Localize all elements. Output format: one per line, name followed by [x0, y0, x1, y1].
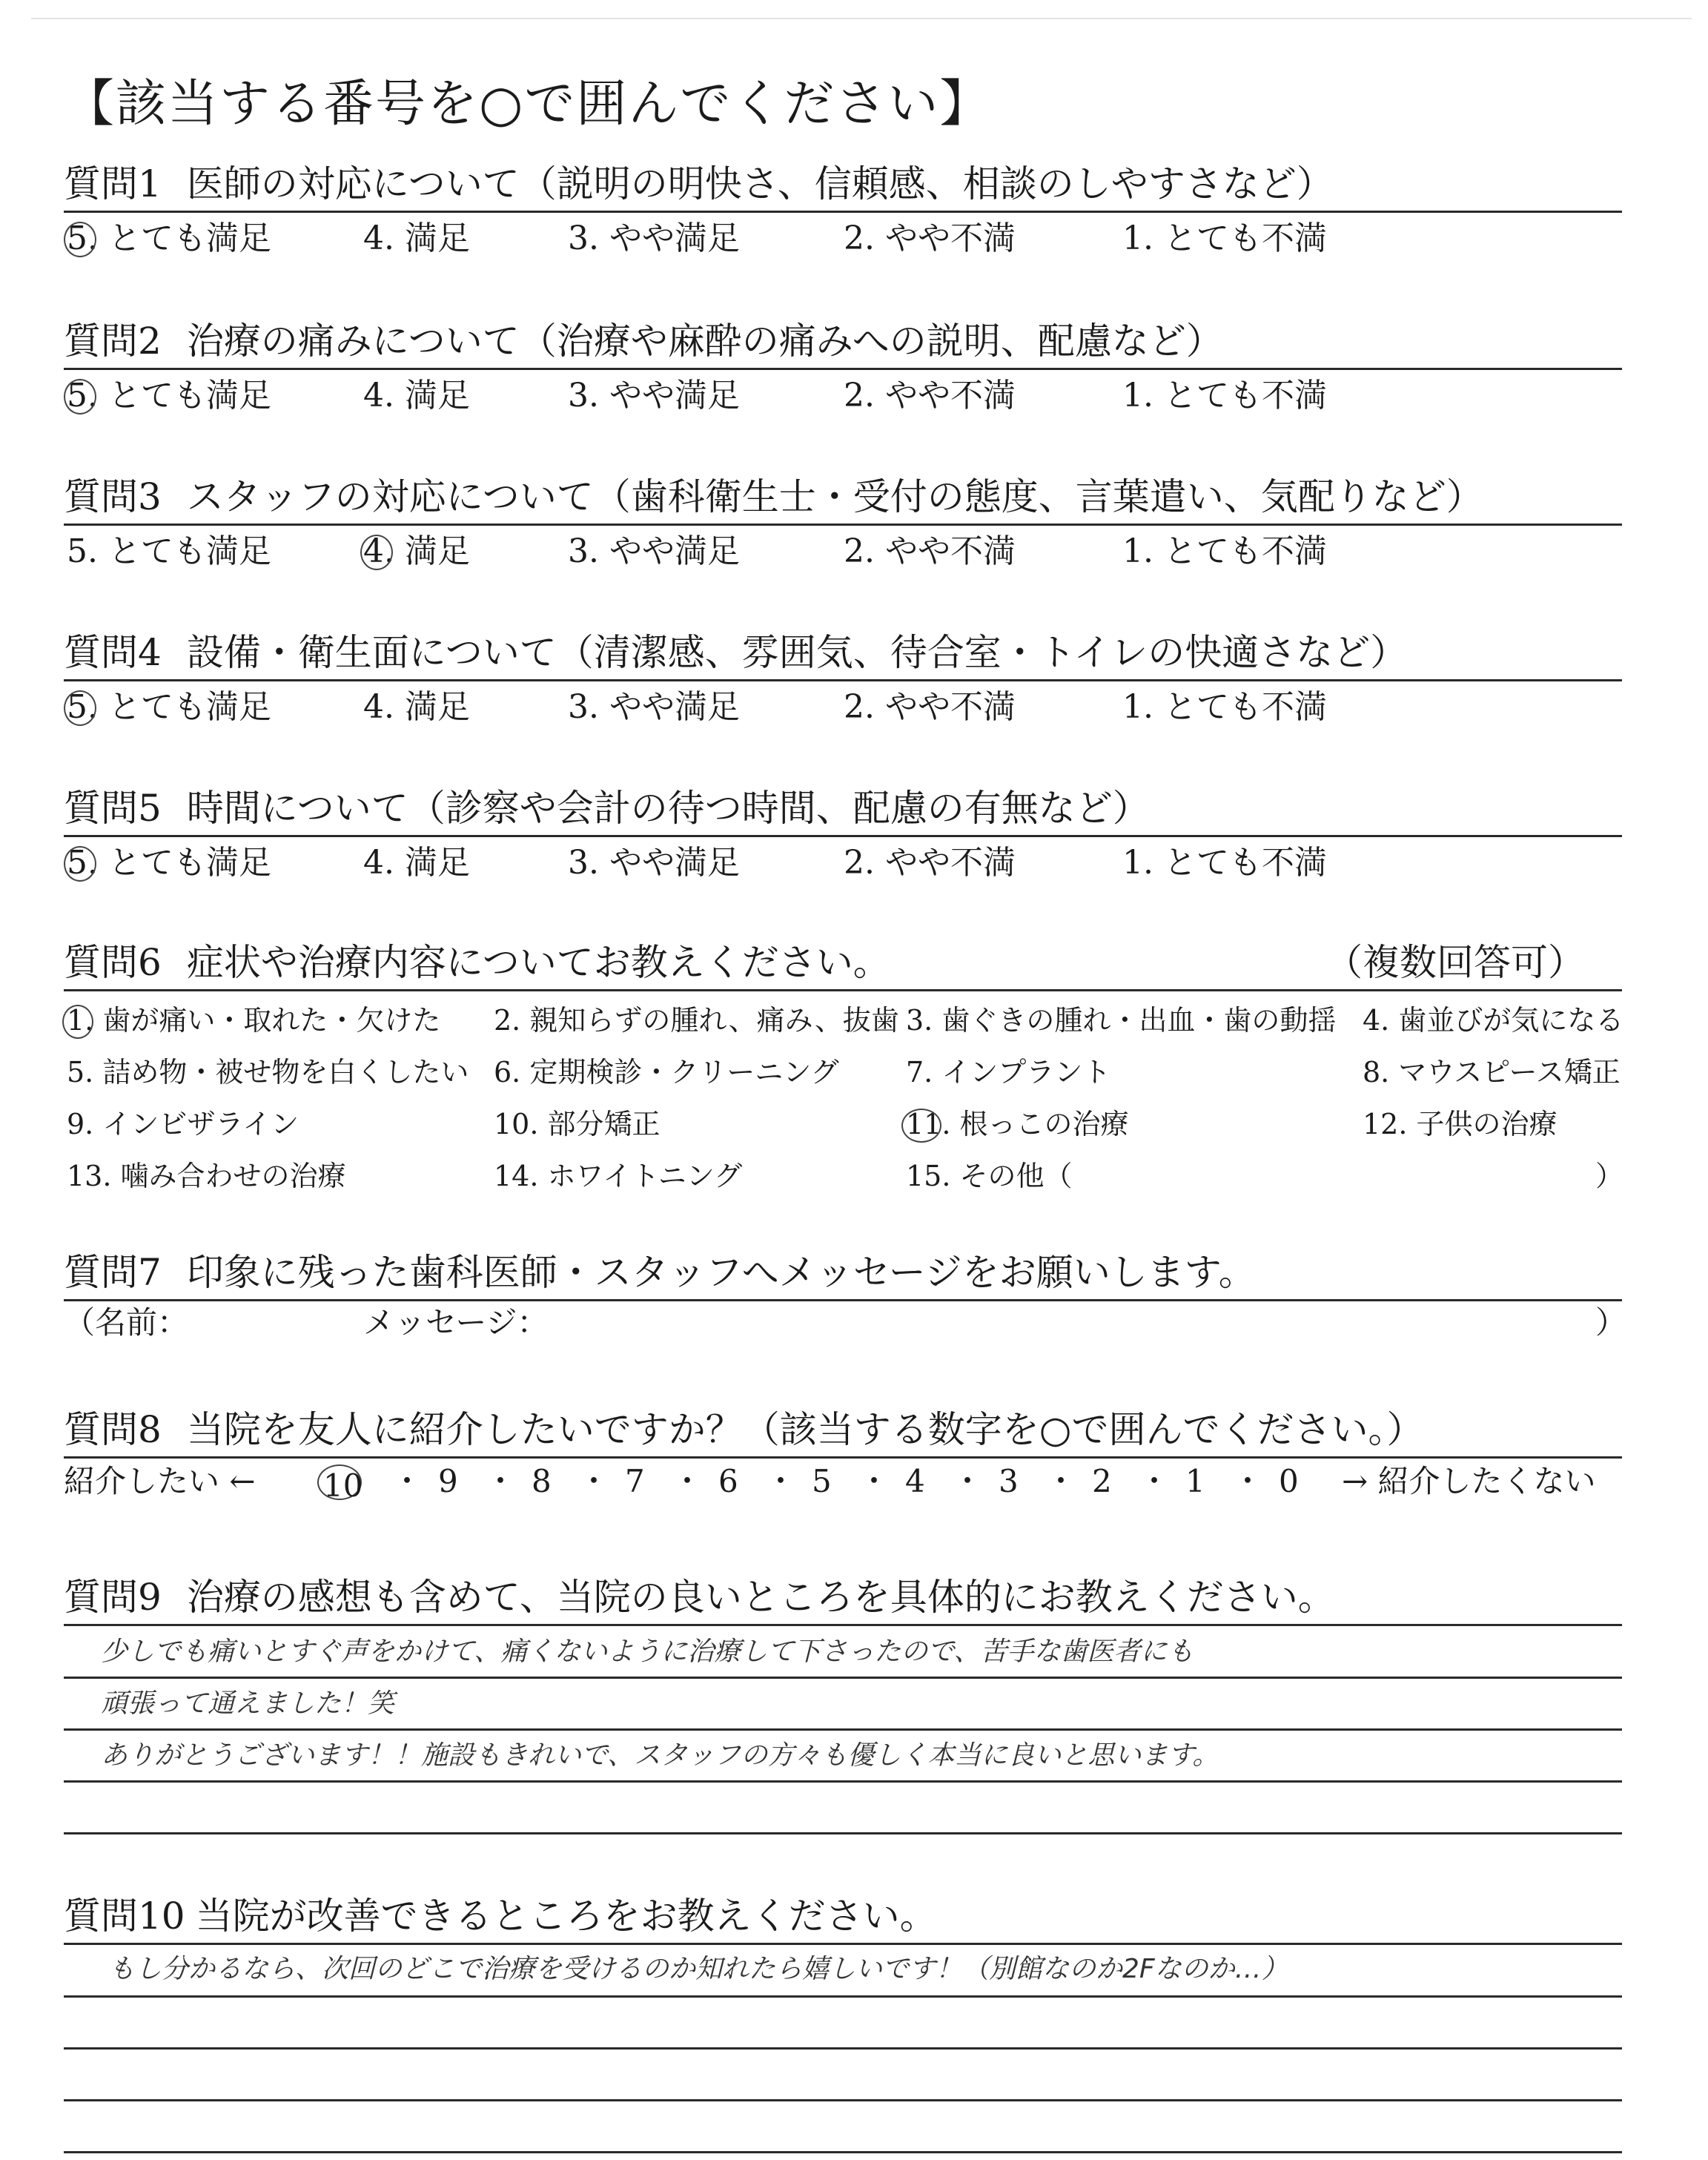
treatment-option-8[interactable]: 8. マウスピース矯正 [1363, 1056, 1621, 1089]
question-label: 質問2 [64, 320, 162, 363]
scale-option-3[interactable]: 3 [999, 1463, 1019, 1499]
scale-option-0[interactable]: 0 [1279, 1463, 1299, 1499]
scale-dot: ・ [952, 1463, 984, 1499]
selection-circle [64, 379, 96, 415]
question-2 [64, 314, 1622, 422]
question-title [64, 470, 1622, 524]
rating-options [64, 526, 1622, 578]
rating-options [64, 681, 1622, 733]
selection-circle [64, 690, 96, 726]
option-4[interactable]: 4. 満足 [363, 844, 470, 882]
option-3[interactable]: 3. やや満足 [568, 688, 740, 726]
question-label: 質問1 [64, 162, 162, 205]
treatment-option-13[interactable]: 13. 噛み合わせの治療 [67, 1160, 346, 1192]
question-text: 症状や治療内容についてお教えください。 [186, 941, 890, 984]
treatment-option-6[interactable]: 6. 定期検診・クリーニング [494, 1056, 839, 1089]
option-4[interactable]: 4. 満足 [363, 377, 470, 415]
option-5[interactable]: 5. とても満足 [67, 377, 271, 415]
question-title [64, 1246, 1622, 1299]
option-5[interactable]: 5. とても満足 [67, 220, 271, 257]
treatment-option-7[interactable]: 7. インプラント [906, 1056, 1111, 1089]
question-text: 時間について（診察や会計の待つ時間、配慮の有無など） [186, 787, 1150, 830]
question-title [64, 936, 1622, 989]
answer-rule [64, 1728, 1622, 1731]
answer-rule [64, 1995, 1622, 1998]
scale-option-2[interactable]: 2 [1092, 1463, 1112, 1499]
treatment-option-11[interactable]: 11. 根っこの治療 [906, 1106, 1129, 1143]
message-row[interactable] [64, 1301, 1627, 1346]
question-label: 質問9 [64, 1576, 162, 1619]
selection-circle [64, 846, 96, 882]
treatment-option-9[interactable]: 9. インビザライン [67, 1108, 299, 1140]
question-9 [64, 1571, 1622, 1771]
question-title [64, 626, 1622, 679]
scale-dot: ・ [672, 1463, 704, 1499]
answer-rule [64, 1780, 1622, 1783]
option-3[interactable]: 3. やや満足 [568, 844, 740, 882]
option-2[interactable]: 2. やや不満 [844, 532, 1016, 570]
option-1[interactable]: 1. とても不満 [1122, 532, 1327, 570]
question-title [64, 157, 1622, 211]
answer-rule [64, 2047, 1622, 2050]
handwritten-answer-line: 少しでも痛いとすぐ声をかけて、痛くないように治療して下さったので、苦手な歯医者にも [101, 1636, 1194, 1667]
treatment-option-15[interactable]: 15. その他（ [906, 1160, 1073, 1192]
top-divider [31, 18, 1692, 19]
option-2[interactable]: 2. やや不満 [844, 688, 1016, 726]
question-5 [64, 782, 1622, 889]
question-title [64, 314, 1622, 368]
option-4[interactable]: 4. 満足 [363, 688, 470, 726]
scale-option-5[interactable]: 5 [812, 1463, 832, 1499]
scale-dot: ・ [391, 1463, 423, 1499]
rating-options [64, 213, 1622, 265]
question-3 [64, 470, 1622, 578]
option-4[interactable]: 4. 満足 [363, 533, 470, 570]
scale-dot: ・ [1045, 1463, 1077, 1499]
scale-option-4[interactable]: 4 [905, 1463, 925, 1499]
underline [64, 1943, 1622, 1945]
option-3[interactable]: 3. やや満足 [568, 377, 740, 415]
scale-option-8[interactable]: 8 [532, 1463, 552, 1499]
question-label: 質問3 [64, 475, 162, 518]
option-1[interactable]: 1. とても不満 [1122, 844, 1327, 882]
treatment-option-1[interactable]: 1. 歯が痛い・取れた・欠けた [67, 1002, 440, 1039]
question-text: 治療の痛みについて（治療や麻酔の痛みへの説明、配慮など） [186, 320, 1223, 363]
question-text: 当院が改善できるところをお教えください。 [195, 1895, 937, 1938]
answer-rule [64, 2099, 1622, 2101]
question-label: 質問4 [64, 631, 162, 674]
other-close-paren: ） [1595, 1160, 1624, 1192]
scale-dot: ・ [485, 1463, 517, 1499]
underline [64, 1624, 1622, 1626]
question-text: 医師の対応について（説明の明快さ、信頼感、相談のしやすさなど） [186, 162, 1334, 205]
scale-option-7[interactable]: 7 [625, 1463, 645, 1499]
handwritten-answer-line: もし分かるなら、次回のどこで治療を受けるのか知れたら嬉しいです！（別館なのか2Fなのか…） [108, 1954, 1288, 1984]
scale-dot: ・ [1139, 1463, 1171, 1499]
scale-option-6[interactable]: 6 [718, 1463, 738, 1499]
option-3[interactable]: 3. やや満足 [568, 532, 740, 570]
treatment-option-5[interactable]: 5. 詰め物・被せ物を白くしたい [67, 1056, 469, 1089]
treatment-option-10[interactable]: 10. 部分矯正 [494, 1108, 661, 1140]
page-title: 【該当する番号を○で囲んでください】 [64, 75, 992, 133]
question-title [64, 782, 1622, 835]
question-6 [64, 936, 1622, 1199]
scale-dot: ・ [858, 1463, 890, 1499]
question-label: 質問6 [64, 941, 162, 984]
treatment-option-4[interactable]: 4. 歯並びが気になる [1363, 1004, 1624, 1037]
option-1[interactable]: 1. とても不満 [1122, 688, 1327, 726]
scale-dot: ・ [578, 1463, 610, 1499]
scale-dot: ・ [1232, 1463, 1264, 1499]
treatment-option-14[interactable]: 14. ホワイトニング [494, 1160, 743, 1192]
selection-circle [62, 1005, 93, 1039]
question-text: 印象に残った歯科医師・スタッフへメッセージをお願いします。 [186, 1251, 1256, 1294]
name-label: （名前： [64, 1304, 189, 1341]
question-label: 質問5 [64, 787, 162, 830]
message-label: メッセージ： [363, 1304, 549, 1341]
handwritten-answer-line: 頑張って通えました！笑 [101, 1688, 395, 1719]
recommend-right-label: → 紹介したくない [1342, 1463, 1596, 1499]
option-5[interactable]: 5. とても満足 [67, 532, 271, 570]
rating-options [64, 370, 1622, 422]
selection-circle [64, 222, 96, 257]
handwritten-answer-line: ありがとうございます！！施設もきれいで、スタッフの方々も優しく本当に良いと思います。 [101, 1740, 1219, 1771]
question-text: 設備・衛生面について（清潔感、雰囲気、待合室・トイレの快適さなど） [186, 631, 1408, 674]
question-text: 当院を友人に紹介したいですか？（該当する数字を○で囲んでください。） [186, 1408, 1424, 1451]
scale-option-9[interactable]: 9 [438, 1463, 458, 1499]
question-title [64, 1403, 1622, 1456]
scale-option-1[interactable]: 1 [1185, 1463, 1205, 1499]
recommend-left-label: 紹介したい ← [64, 1463, 256, 1499]
selection-circle [901, 1109, 941, 1143]
scale-dot: ・ [765, 1463, 797, 1499]
option-1[interactable]: 1. とても不満 [1122, 219, 1327, 257]
message-close-paren: ） [1595, 1304, 1627, 1341]
question-label: 質問10 [64, 1895, 185, 1938]
treatment-options [64, 991, 1622, 1199]
option-4[interactable]: 4. 満足 [363, 219, 470, 257]
rating-options [64, 837, 1622, 889]
question-title [64, 1571, 1622, 1624]
selection-circle [360, 535, 393, 570]
option-2[interactable]: 2. やや不満 [844, 844, 1016, 882]
question-1 [64, 157, 1622, 265]
question-4 [64, 626, 1622, 733]
treatment-option-3[interactable]: 3. 歯ぐきの腫れ・出血・歯の動揺 [906, 1004, 1337, 1037]
question-label: 質問7 [64, 1251, 162, 1294]
option-1[interactable]: 1. とても不満 [1122, 377, 1327, 415]
treatment-option-2[interactable]: 2. 親知らずの腫れ、痛み、抜歯 [494, 1004, 899, 1037]
question-7 [64, 1246, 1627, 1346]
question-title [64, 1889, 1622, 1943]
option-5[interactable]: 5. とても満足 [67, 689, 271, 726]
question-8 [64, 1403, 1622, 1510]
option-3[interactable]: 3. やや満足 [568, 219, 740, 257]
recommend-scale: 紹介したい ← 10 ・ 9 ・ 8 ・ 7 ・ 6 ・ 5 ・ 4 ・ 3 ・ 2 ・ 1 ・ 0 → 紹介したくない [64, 1463, 1596, 1504]
question-text: 治療の感想も含めて、当院の良いところを具体的にお教えください。 [186, 1576, 1335, 1619]
option-2[interactable]: 2. やや不満 [844, 377, 1016, 415]
question-label: 質問8 [64, 1408, 162, 1451]
answer-rule [64, 1832, 1622, 1834]
answer-rule [64, 2151, 1622, 2153]
option-2[interactable]: 2. やや不満 [844, 219, 1016, 257]
answer-rule [64, 1677, 1622, 1679]
question-10 [64, 1889, 1622, 1984]
question-text: スタッフの対応について（歯科衛生士・受付の態度、言葉遣い、気配りなど） [186, 475, 1483, 518]
option-5[interactable]: 5. とても満足 [67, 845, 271, 882]
treatment-option-12[interactable]: 12. 子供の治療 [1363, 1108, 1558, 1140]
multiple-answers-note: （複数回答可） [1325, 941, 1585, 984]
